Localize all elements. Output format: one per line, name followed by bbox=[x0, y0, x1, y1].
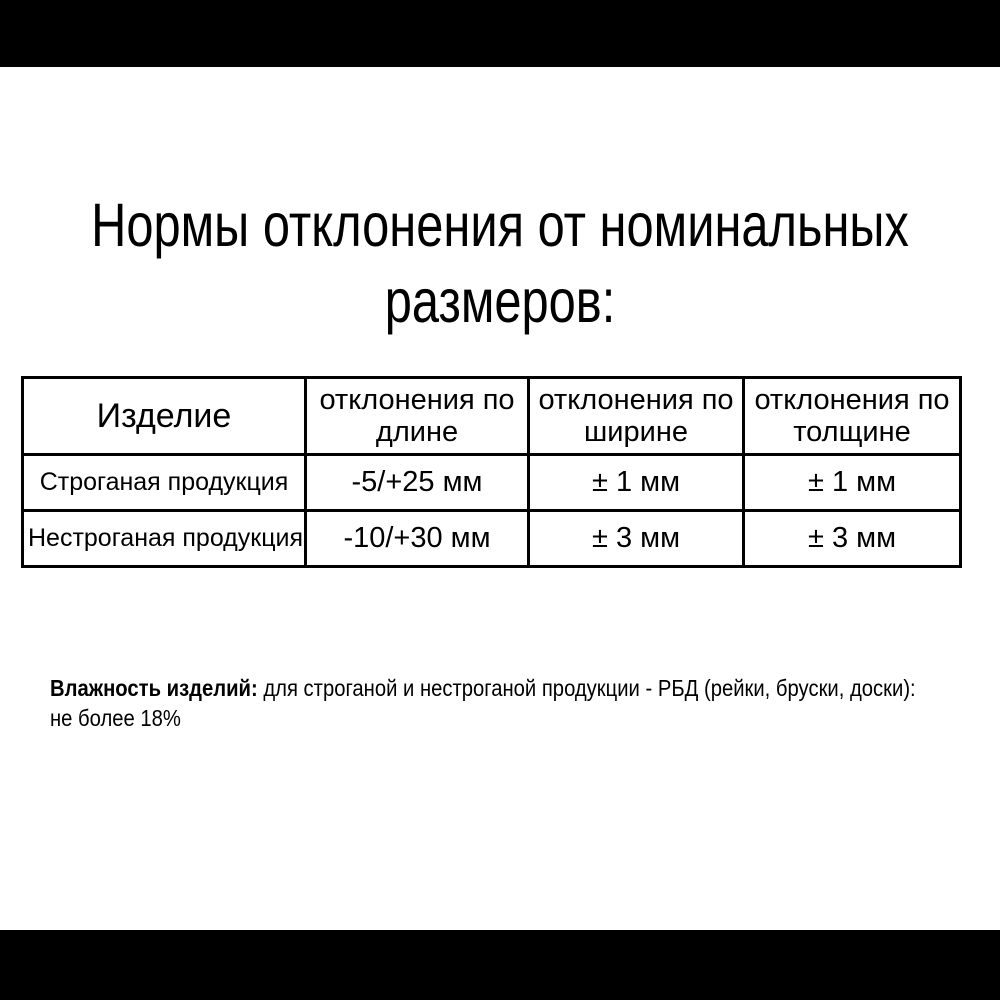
header-thickness-deviation-cell: отклонения по толщине bbox=[744, 378, 961, 455]
moisture-note bbox=[50, 673, 916, 733]
table-header-row bbox=[23, 378, 961, 455]
header-product-cell: Изделие bbox=[23, 378, 306, 455]
header-width-deviation-cell: отклонения по ширине bbox=[529, 378, 744, 455]
bottom-letterbox-bar bbox=[0, 930, 1000, 1000]
product-name-cell: Нестроганая продукция bbox=[23, 511, 306, 567]
table-row-planed bbox=[23, 455, 961, 511]
page-title: Нормы отклонения от номинальных размеров: bbox=[91, 190, 909, 335]
moisture-note-text: для строганой и нестроганой продукции - РБД (рейки, бруски, доски): bbox=[263, 675, 916, 701]
moisture-note-line2: не более 18% bbox=[50, 705, 181, 731]
product-name-cell: Строганая продукция bbox=[23, 455, 306, 511]
thickness-deviation-cell: ± 3 мм bbox=[744, 511, 961, 567]
thickness-deviation-cell: ± 1 мм bbox=[744, 455, 961, 511]
header-length-deviation-cell: отклонения по длине bbox=[306, 378, 529, 455]
deviations-table bbox=[21, 376, 962, 568]
top-letterbox-bar bbox=[0, 0, 1000, 67]
width-deviation-cell: ± 3 мм bbox=[529, 511, 744, 567]
length-deviation-cell: -10/+30 мм bbox=[306, 511, 529, 567]
moisture-note-label: Влажность изделий: bbox=[50, 675, 258, 701]
moisture-note-line1 bbox=[50, 673, 916, 703]
length-deviation-cell: -5/+25 мм bbox=[306, 455, 529, 511]
width-deviation-cell: ± 1 мм bbox=[529, 455, 744, 511]
table-row-unplaned bbox=[23, 511, 961, 567]
